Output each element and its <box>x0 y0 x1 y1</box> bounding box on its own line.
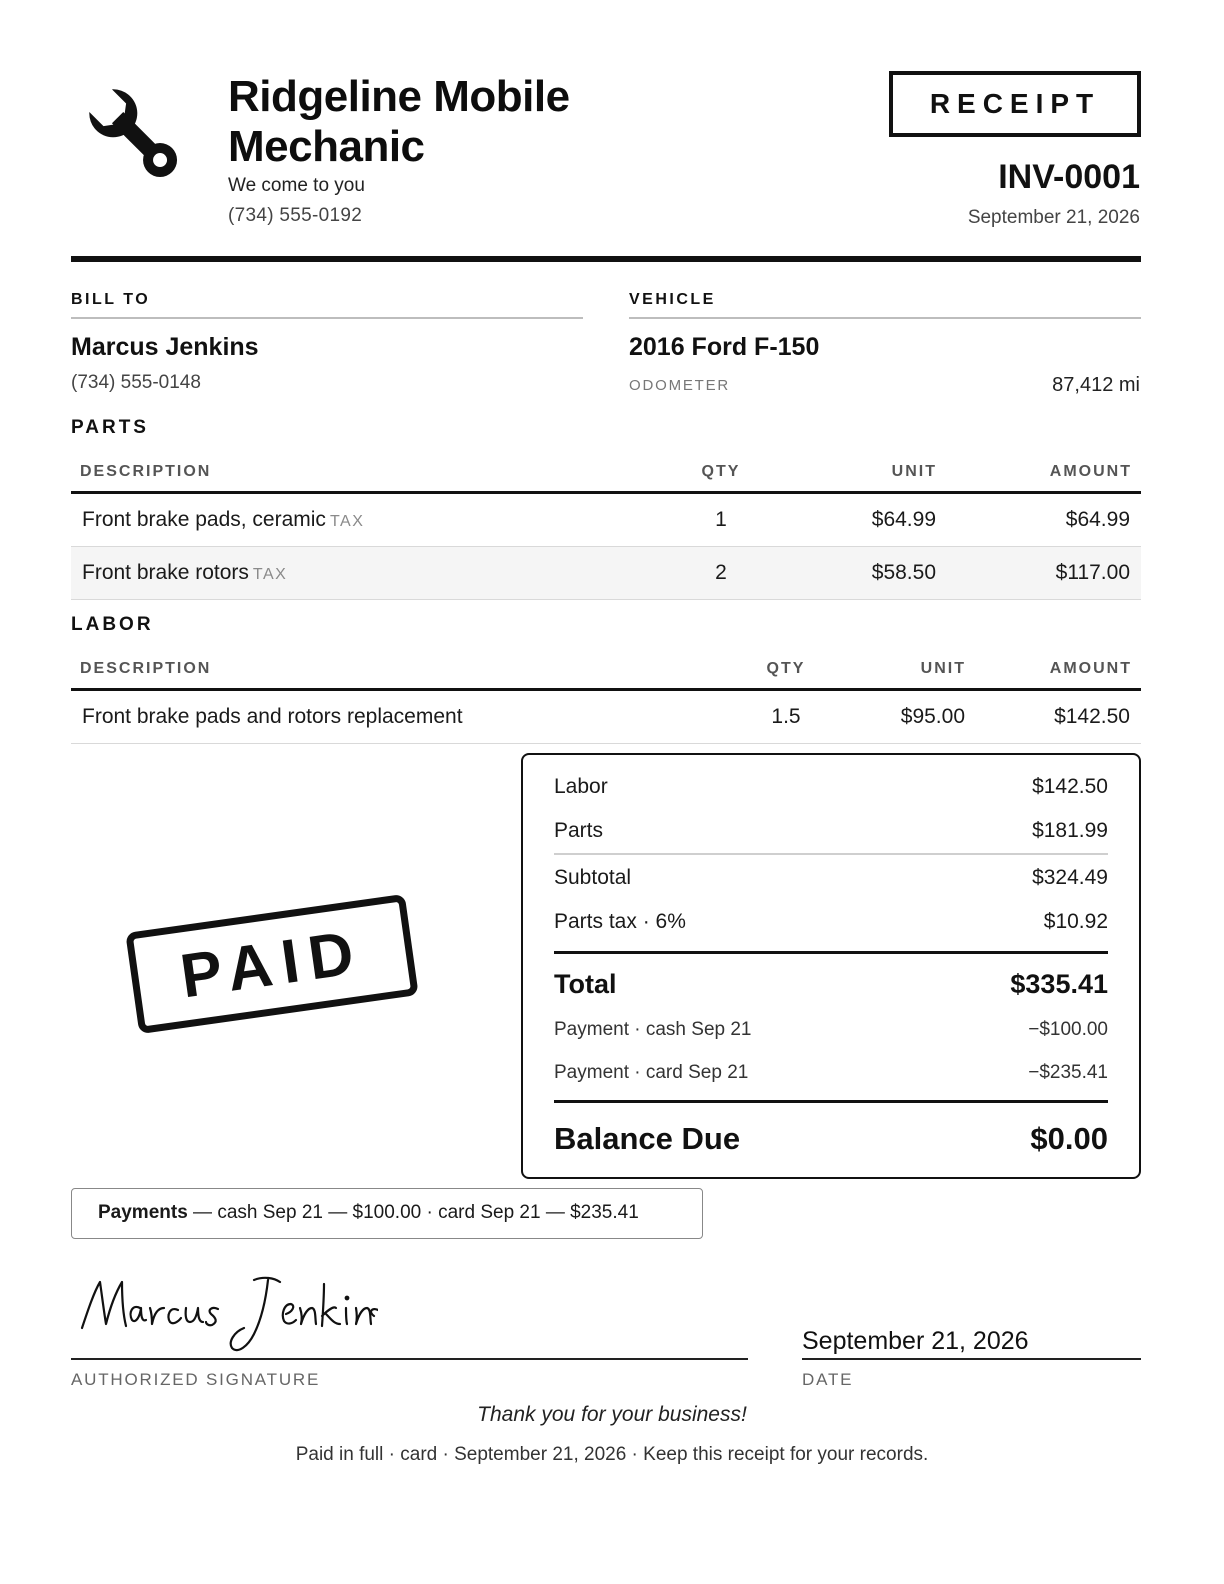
totals-total-row <box>554 969 1108 1000</box>
totals-parts-value: $181.99 <box>1032 819 1108 842</box>
odometer-label: ODOMETER <box>629 377 731 394</box>
document-type-badge: RECEIPT <box>889 71 1141 137</box>
signature-line <box>71 1358 748 1360</box>
parts-title: PARTS <box>71 417 149 438</box>
payment-row <box>554 1062 1108 1084</box>
payment-label: Payment · cash Sep 21 <box>554 1019 752 1040</box>
labor-header-amount: AMOUNT <box>1049 660 1132 677</box>
customer-name: Marcus Jenkins <box>71 333 259 361</box>
parts-header-unit: UNIT <box>891 463 937 480</box>
table-row <box>71 547 1141 600</box>
header-divider <box>71 256 1141 262</box>
parts-header-amount: AMOUNT <box>1049 463 1132 480</box>
business-phone: (734) 555-0192 <box>228 205 363 226</box>
subtotal-value: $324.49 <box>1032 866 1108 889</box>
payment-value: −$100.00 <box>1028 1019 1108 1040</box>
tax-value: $10.92 <box>1043 910 1108 933</box>
payments-summary-text: — cash Sep 21 — $100.00 · card Sep 21 — $235.41 <box>187 1202 639 1223</box>
totals-labor-value: $142.50 <box>1032 775 1108 798</box>
tax-label: Parts tax · 6% <box>554 910 686 933</box>
totals-divider <box>554 853 1108 855</box>
business-name <box>228 72 648 172</box>
parts-table-header <box>71 456 1141 492</box>
labor-unit: $95.00 <box>900 705 965 728</box>
part-qty: 1 <box>715 508 727 531</box>
total-label: Total <box>554 969 617 999</box>
labor-header-description: DESCRIPTION <box>80 660 212 677</box>
date-line <box>802 1358 1141 1360</box>
totals-tax-row <box>554 910 1108 934</box>
thank-you-note: Thank you for your business! <box>477 1403 747 1426</box>
payment-row <box>554 1019 1108 1041</box>
invoice-number: INV-0001 <box>998 158 1140 196</box>
subtotal-label: Subtotal <box>554 866 632 889</box>
labor-amount: $142.50 <box>1054 705 1130 728</box>
business-name-line2: Mechanic <box>228 122 425 171</box>
parts-header-description: DESCRIPTION <box>80 463 212 480</box>
totals-divider <box>554 951 1108 954</box>
totals-subtotal-row <box>554 866 1108 890</box>
labor-table-header <box>71 653 1141 689</box>
part-qty: 2 <box>715 561 727 584</box>
vehicle-divider <box>629 317 1141 319</box>
labor-header-qty: QTY <box>766 660 806 677</box>
wrench-icon <box>80 80 192 192</box>
payments-summary-label: Payments <box>98 1202 188 1223</box>
total-value: $335.41 <box>1010 969 1108 999</box>
signature <box>78 1262 378 1360</box>
totals-parts-label: Parts <box>554 819 604 842</box>
signature-date: September 21, 2026 <box>802 1327 1029 1355</box>
part-description: Front brake rotors TAX <box>82 561 288 584</box>
totals-labor-row <box>554 775 1108 799</box>
vehicle-name: 2016 Ford F-150 <box>629 333 820 361</box>
labor-qty: 1.5 <box>771 705 801 728</box>
signature-label: AUTHORIZED SIGNATURE <box>71 1370 321 1389</box>
balance-due-label: Balance Due <box>554 1121 741 1156</box>
business-name-line1: Ridgeline Mobile <box>228 72 570 121</box>
table-row <box>71 494 1141 547</box>
footer-note: Paid in full · card · September 21, 2026 · Keep this receipt for your records. <box>295 1444 929 1465</box>
paid-stamp: PAID <box>125 894 418 1034</box>
totals-box <box>521 753 1141 1179</box>
payment-label: Payment · card Sep 21 <box>554 1062 749 1083</box>
part-amount: $117.00 <box>1055 561 1130 584</box>
parts-header-qty: QTY <box>701 463 741 480</box>
part-amount: $64.99 <box>1065 508 1130 531</box>
totals-labor-label: Labor <box>554 775 608 798</box>
payments-summary <box>71 1188 703 1239</box>
payment-value: −$235.41 <box>1028 1062 1108 1083</box>
part-unit: $58.50 <box>871 561 936 584</box>
part-description: Front brake pads, ceramic TAX <box>82 508 365 531</box>
bill-to-label: BILL TO <box>71 291 151 308</box>
invoice-date: September 21, 2026 <box>967 207 1140 228</box>
labor-title: LABOR <box>71 614 154 635</box>
totals-parts-row <box>554 819 1108 843</box>
labor-header-unit: UNIT <box>920 660 966 677</box>
balance-due-value: $0.00 <box>1030 1121 1108 1156</box>
customer-phone: (734) 555-0148 <box>71 372 201 393</box>
odometer-value: 87,412 mi <box>1052 374 1140 396</box>
totals-divider <box>554 1100 1108 1103</box>
labor-description: Front brake pads and rotors replacement <box>82 705 463 728</box>
tax-tag: TAX <box>329 513 365 530</box>
table-row <box>71 691 1141 744</box>
bill-to-divider <box>71 317 583 319</box>
balance-due-row <box>554 1121 1108 1157</box>
tax-tag: TAX <box>252 566 288 583</box>
date-label: DATE <box>802 1370 854 1389</box>
business-tagline: We come to you <box>228 175 365 196</box>
vehicle-label: VEHICLE <box>629 291 716 308</box>
part-unit: $64.99 <box>871 508 936 531</box>
